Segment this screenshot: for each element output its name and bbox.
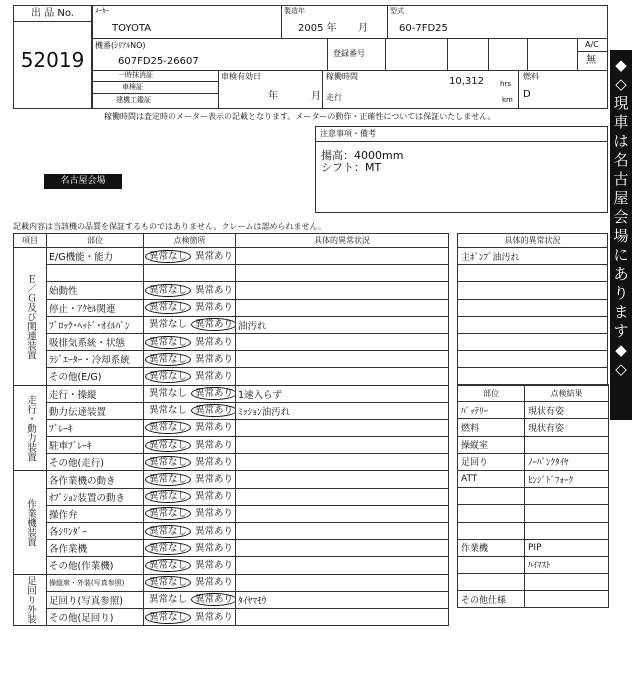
table-row [14, 265, 449, 282]
table-row [14, 333, 449, 350]
table-row [14, 351, 449, 368]
part-cell: その他(E/G) [47, 368, 144, 385]
detail-cell [236, 523, 449, 540]
venue-badge: 名古屋会場 [44, 174, 122, 189]
table-row [14, 316, 449, 333]
category-cell: Ｅ／Ｇ及び関連装置 [14, 248, 47, 386]
detail-cell [236, 540, 449, 557]
banner-char: ◇ [615, 75, 627, 93]
result-part-cell: ﾊﾞｯﾃﾘｰ [458, 402, 525, 419]
detail-cell [236, 299, 449, 316]
normal-option-selected[interactable]: 異常なし [145, 542, 191, 555]
table-row [14, 505, 449, 522]
check-cell [144, 282, 236, 299]
fuel-value: D [523, 89, 531, 100]
registration-label: 登録番号 [333, 49, 365, 58]
abnormal-option-selected[interactable]: 異常あり [191, 404, 235, 417]
result-row [458, 470, 609, 487]
result-value-cell [525, 522, 609, 539]
normal-option-selected[interactable]: 異常なし [145, 301, 191, 314]
category-cell: 作業機装置 [14, 471, 47, 574]
issue-cell [458, 368, 608, 385]
result-part-cell [458, 522, 525, 539]
banner-char: ◆ [615, 56, 627, 74]
normal-option-selected[interactable]: 異常なし [145, 250, 191, 263]
check-cell [144, 265, 236, 282]
banner-char: す [613, 322, 629, 340]
year-label: 製造年 [284, 7, 305, 15]
normal-option-selected[interactable]: 異常なし [145, 284, 191, 297]
normal-option-selected[interactable]: 異常なし [145, 421, 191, 434]
part-cell: 動力伝達装置 [47, 402, 144, 419]
issue-cell [458, 299, 608, 316]
hours-value: 10,312 [449, 76, 484, 87]
grid-line [92, 38, 608, 39]
banner-char: 名 [613, 151, 629, 169]
part-cell [47, 265, 144, 282]
part-cell: E/G機能・能力 [47, 248, 144, 265]
detail-cell [236, 505, 449, 522]
part-cell: ﾌﾞﾛｯｸ･ﾍｯﾄﾞ･ｵｲﾙﾊﾟﾝ [47, 316, 144, 333]
part-cell: 駐車ﾌﾞﾚｰｷ [47, 437, 144, 454]
inspection-month-unit: 月 [311, 91, 321, 102]
abnormal-option[interactable]: 異常あり [195, 474, 234, 486]
year-value: 2005 年 [298, 23, 337, 34]
result-value-cell: ﾉｰﾊﾟﾝｸﾀｲﾔ [525, 453, 609, 470]
certificate-1: 一時抹消証 [118, 71, 153, 79]
banner-char: あ [613, 265, 629, 283]
category-cell: 走行・動力装置 [14, 385, 47, 471]
model-label: 型式 [390, 7, 404, 15]
grid-line [447, 38, 448, 70]
part-cell: 各作業機 [47, 540, 144, 557]
header-check: 点検箇所 [144, 234, 236, 248]
part-cell: 各ｼﾘﾝﾀﾞｰ [47, 523, 144, 540]
grid-line [92, 70, 608, 71]
issue-cell [458, 333, 608, 350]
issues-header: 具体的異常状況 [458, 234, 608, 248]
result-row [458, 402, 609, 419]
results-header-part: 部位 [458, 385, 525, 402]
model-value: 60-7FD25 [399, 23, 448, 34]
issue-row [458, 248, 608, 265]
banner-char: 現 [613, 94, 629, 112]
result-part-cell: ATT [458, 470, 525, 487]
inspection-header-row [14, 234, 449, 248]
normal-option-selected[interactable]: 異常なし [145, 456, 191, 469]
banner-char: 会 [613, 208, 629, 226]
check-cell [144, 351, 236, 368]
grid-line [577, 51, 608, 52]
abnormal-option[interactable]: 異常あり [195, 370, 234, 382]
banner-char: ま [613, 303, 629, 321]
table-row [14, 282, 449, 299]
banner-char: ◆ [615, 341, 627, 359]
grid-line [322, 70, 323, 109]
issue-cell [458, 282, 608, 299]
check-cell [144, 333, 236, 350]
normal-option[interactable]: 異常なし [149, 388, 188, 400]
ac-label: A/C [585, 40, 599, 49]
part-cell: その他(作業機) [47, 557, 144, 574]
normal-option-selected[interactable]: 異常なし [145, 490, 191, 503]
remarks-line-1: 揚高：4000mm [321, 149, 404, 162]
abnormal-option[interactable]: 異常あり [195, 491, 234, 503]
abnormal-option-selected[interactable]: 異常あり [191, 593, 235, 606]
part-cell: 吸排気系統・状態 [47, 333, 144, 350]
check-cell [144, 523, 236, 540]
abnormal-option[interactable]: 異常あり [195, 559, 234, 571]
side-banner [610, 50, 632, 420]
check-cell [144, 471, 236, 488]
check-cell [144, 402, 236, 419]
abnormal-option[interactable]: 異常あり [195, 542, 234, 554]
result-value-cell: PIP [525, 539, 609, 556]
result-part-cell: 足回り [458, 453, 525, 470]
category-cell: 足回り外装 [14, 574, 47, 626]
abnormal-option[interactable]: 異常あり [195, 577, 234, 589]
result-value-cell [525, 591, 609, 608]
banner-char: 場 [613, 227, 629, 245]
detail-cell [236, 248, 449, 265]
check-cell [144, 454, 236, 471]
detail-cell [236, 368, 449, 385]
table-row [14, 437, 449, 454]
serial-label: 機番(ｼﾘｱﾙNO) [95, 41, 146, 50]
result-row [458, 574, 609, 591]
hours-label: 稼働時間 [326, 72, 358, 81]
part-cell: 停止・ｱｸｾﾙ関連 [47, 299, 144, 316]
result-part-cell [458, 556, 525, 573]
result-value-cell [525, 436, 609, 453]
issue-cell: 主ﾎﾟﾝﾌﾟ油汚れ [458, 248, 608, 265]
result-value-cell [525, 488, 609, 505]
grid-line [327, 38, 328, 70]
result-part-cell: 操縦室 [458, 436, 525, 453]
check-cell [144, 505, 236, 522]
detail-cell [236, 608, 449, 625]
check-cell [144, 368, 236, 385]
header-item: 項目 [14, 234, 47, 248]
result-part-cell: 作業機 [458, 539, 525, 556]
banner-char: は [613, 132, 629, 150]
detail-cell: ﾀｲﾔﾏﾓｳ [236, 591, 449, 608]
inspection-date-label: 車検有効日 [221, 72, 261, 81]
result-value-cell: 現状有姿 [525, 419, 609, 436]
banner-char: ◇ [615, 360, 627, 378]
normal-option-selected[interactable]: 異常なし [145, 439, 191, 452]
banner-char: に [613, 246, 629, 264]
part-cell: その他(走行) [47, 454, 144, 471]
normal-option-selected[interactable]: 異常なし [145, 559, 191, 572]
abnormal-option[interactable]: 異常あり [195, 353, 234, 365]
abnormal-option[interactable]: 異常あり [195, 422, 234, 434]
table-row [14, 419, 449, 436]
table-row [14, 454, 449, 471]
results-table [457, 384, 609, 608]
table-row [14, 402, 449, 419]
issue-row [458, 316, 608, 333]
table-row [14, 523, 449, 540]
result-value-cell: 現状有姿 [525, 402, 609, 419]
header-detail: 具体的異常状況 [236, 234, 449, 248]
hours-unit: hrs [500, 80, 511, 88]
issue-row [458, 351, 608, 368]
detail-cell [236, 574, 449, 591]
detail-cell: 油汚れ [236, 316, 449, 333]
grid-line [387, 5, 388, 38]
grid-line [92, 81, 218, 82]
check-cell [144, 591, 236, 608]
table-row [14, 540, 449, 557]
table-row [14, 591, 449, 608]
serial-value: 607FD25-26607 [118, 56, 199, 67]
abnormal-option[interactable]: 異常あり [195, 336, 234, 348]
mileage-label: 走行 [326, 93, 342, 102]
check-cell [144, 419, 236, 436]
detail-cell [236, 557, 449, 574]
table-row [14, 368, 449, 385]
result-part-cell: 燃料 [458, 419, 525, 436]
grid-line [518, 70, 519, 109]
result-row [458, 556, 609, 573]
banner-char: 古 [613, 170, 629, 188]
table-row [14, 299, 449, 316]
result-value-cell [525, 574, 609, 591]
detail-cell [236, 419, 449, 436]
inspection-table [13, 233, 449, 626]
grid-line [385, 38, 386, 70]
detail-cell: 1速入らず [236, 385, 449, 402]
result-part-cell: その他仕様 [458, 591, 525, 608]
fuel-label: 燃料 [523, 72, 539, 81]
issue-row [458, 282, 608, 299]
grid-line [488, 38, 489, 70]
check-cell [144, 437, 236, 454]
part-cell: 走行・操縦 [47, 385, 144, 402]
result-row [458, 522, 609, 539]
check-cell [144, 316, 236, 333]
normal-option[interactable]: 異常なし [149, 405, 188, 417]
table-row [14, 385, 449, 402]
check-cell [144, 608, 236, 625]
normal-option-selected[interactable]: 異常なし [145, 507, 191, 520]
abnormal-option[interactable]: 異常あり [195, 284, 234, 296]
detail-cell [236, 437, 449, 454]
check-cell [144, 248, 236, 265]
result-row [458, 539, 609, 556]
part-cell: 足回り(写真参照) [47, 591, 144, 608]
month-unit: 月 [358, 23, 368, 34]
abnormal-option-selected[interactable]: 異常あり [191, 318, 235, 331]
detail-cell [236, 333, 449, 350]
part-cell: その他(足回り) [47, 608, 144, 625]
km-unit: km [502, 96, 513, 104]
normal-option-selected[interactable]: 異常なし [145, 576, 191, 589]
result-part-cell [458, 574, 525, 591]
banner-char: り [613, 284, 629, 302]
abnormal-option[interactable]: 異常あり [195, 611, 234, 623]
table-row [14, 248, 449, 265]
abnormal-option-selected[interactable]: 異常あり [191, 387, 235, 400]
detail-cell [236, 488, 449, 505]
check-cell [144, 540, 236, 557]
header-part: 部位 [47, 234, 144, 248]
lot-label: 出 品 No. [13, 5, 92, 22]
normal-option-selected[interactable]: 異常なし [145, 611, 191, 624]
normal-option-selected[interactable]: 異常なし [145, 353, 191, 366]
detail-cell [236, 282, 449, 299]
check-cell [144, 557, 236, 574]
result-value-cell [525, 505, 609, 522]
part-cell: ﾌﾞﾚｰｷ [47, 419, 144, 436]
part-cell: ｵﾌﾟｼｮﾝ装置の動き [47, 488, 144, 505]
part-cell: 操縦席・外装(写真参照) [47, 574, 144, 591]
table-row [14, 608, 449, 625]
normal-option[interactable]: 異常なし [149, 594, 188, 606]
issue-row [458, 265, 608, 282]
normal-option-selected[interactable]: 異常なし [145, 473, 191, 486]
result-row [458, 419, 609, 436]
result-part-cell [458, 488, 525, 505]
issue-row [458, 368, 608, 385]
banner-char: 屋 [613, 189, 629, 207]
abnormal-option[interactable]: 異常あり [195, 525, 234, 537]
detail-cell [236, 265, 449, 282]
grid-line [92, 93, 218, 94]
detail-cell: ﾐｯｼｮﾝ油汚れ [236, 402, 449, 419]
result-value-cell: ﾋﾝｼﾞﾄﾞﾌｫｰｸ [525, 470, 609, 487]
result-value-cell: ﾊｲﾏｽﾄ [525, 556, 609, 573]
part-cell: 操作弁 [47, 505, 144, 522]
detail-cell [236, 454, 449, 471]
normal-option-selected[interactable]: 異常なし [145, 525, 191, 538]
table-row [14, 574, 449, 591]
issue-row [458, 333, 608, 350]
issue-cell [458, 265, 608, 282]
abnormal-option[interactable]: 異常あり [195, 250, 234, 262]
maker-value: TOYOTA [112, 23, 152, 34]
check-cell [144, 385, 236, 402]
result-row [458, 488, 609, 505]
part-cell: 始動性 [47, 282, 144, 299]
certificate-2: 車検証 [122, 83, 143, 91]
grid-line [527, 38, 528, 70]
issues-table [457, 233, 608, 386]
maker-label: ﾒｰｶｰ [95, 7, 109, 15]
result-row [458, 591, 609, 608]
grid-line [577, 38, 578, 70]
detail-cell [236, 351, 449, 368]
lot-number: 52019 [20, 48, 85, 72]
part-cell: 各作業機の動き [47, 471, 144, 488]
hours-notice: 稼働時間は査定時のメーター表示の記載となります。メーターの動作・正確性については保証いたしません。 [104, 112, 496, 121]
abnormal-option[interactable]: 異常あり [195, 439, 234, 451]
banner-char: 車 [613, 113, 629, 131]
result-row [458, 453, 609, 470]
abnormal-option[interactable]: 異常あり [195, 508, 234, 520]
table-row [14, 557, 449, 574]
check-cell [144, 488, 236, 505]
results-header-result: 点検結果 [525, 385, 609, 402]
inspection-year-unit: 年 [268, 91, 278, 102]
result-part-cell [458, 505, 525, 522]
normal-option[interactable]: 異常なし [149, 319, 188, 331]
check-cell [144, 574, 236, 591]
remarks-line-2: シフト：MT [321, 161, 382, 174]
normal-option-selected[interactable]: 異常なし [145, 370, 191, 383]
abnormal-option[interactable]: 異常あり [195, 456, 234, 468]
certificate-3: 建機工鑑証 [116, 96, 151, 104]
issue-cell [458, 316, 608, 333]
grid-line [218, 70, 219, 109]
table-row [14, 488, 449, 505]
result-row [458, 505, 609, 522]
quality-notice: 記載内容は当該機の品質を保証するものではありません。クレームは認められません。 [13, 222, 326, 231]
grid-line [281, 5, 282, 38]
remarks-label: 注意事項・備考 [315, 126, 608, 142]
issue-row [458, 299, 608, 316]
part-cell: ﾗｼﾞｴｰﾀｰ・冷却系統 [47, 351, 144, 368]
table-row [14, 471, 449, 488]
check-cell [144, 299, 236, 316]
detail-cell [236, 471, 449, 488]
abnormal-option[interactable]: 異常あり [195, 302, 234, 314]
ac-value: 無 [586, 55, 596, 66]
normal-option-selected[interactable]: 異常なし [145, 336, 191, 349]
issue-cell [458, 351, 608, 368]
result-row [458, 436, 609, 453]
